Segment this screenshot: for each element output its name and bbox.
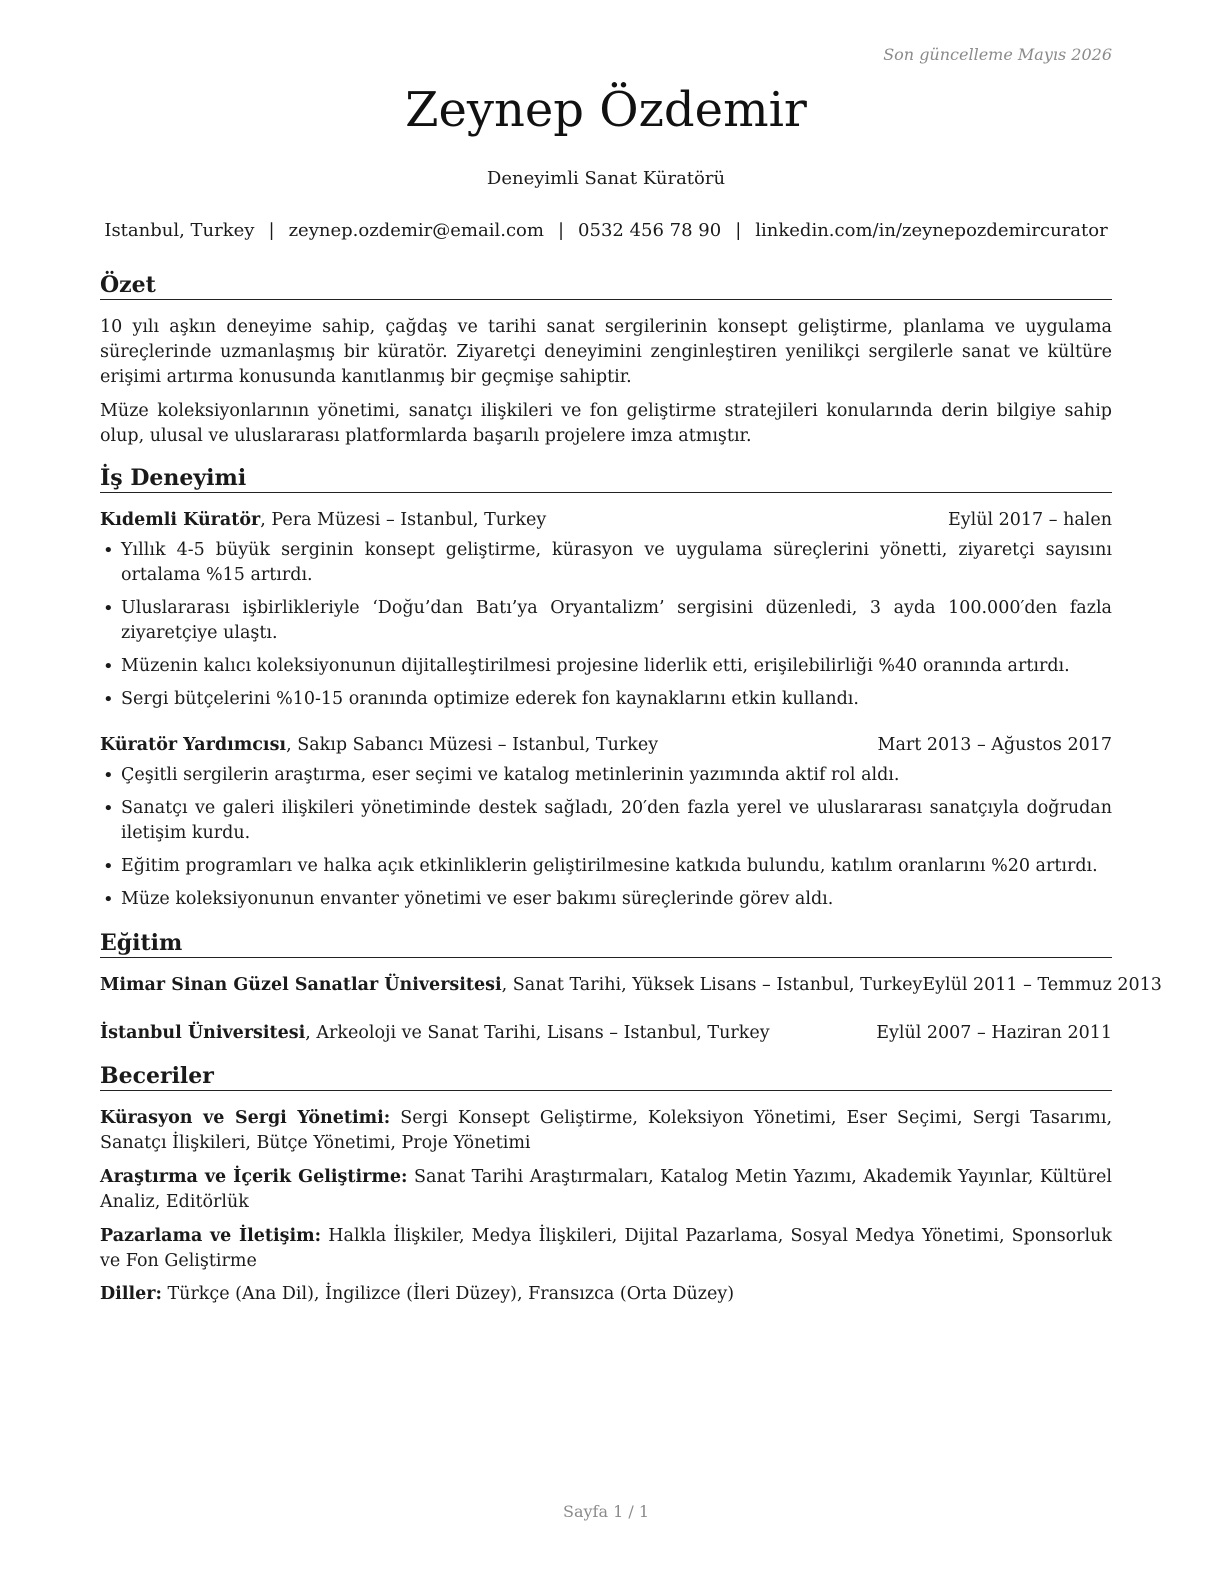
education-item [100, 973, 1162, 998]
education-school: İstanbul Üniversitesi [100, 1023, 306, 1043]
education-dates: Eylül 2011 – Temmuz 2013 [922, 975, 1162, 995]
education-school: Mimar Sinan Güzel Sanatlar Üniversitesi [100, 975, 502, 995]
job-org: , Pera Müzesi – Istanbul, Turkey [260, 510, 547, 530]
job-role-org [100, 508, 546, 533]
person-name: Zeynep Özdemir [405, 82, 807, 138]
job-dates: Mart 2013 – Ağustos 2017 [877, 735, 1112, 755]
job-bullet: • Müze koleksiyonunun envanter yönetimi ve eser bakımı süreçlerinde görev aldı. [100, 887, 1112, 912]
job-bullet: • Müzenin kalıcı koleksiyonunun dijitalleştirilmesi projesine liderlik etti, erişilebilirliği %40 oranında artırdı. [100, 654, 1112, 679]
job-bullets [100, 763, 1112, 920]
education-detail: , Arkeoloji ve Sanat Tarihi, Lisans – Istanbul, Turkey [305, 1023, 770, 1043]
section-heading-experience: İş Deneyimi [100, 465, 1112, 493]
contact-separator: | [557, 220, 565, 241]
skill-text: Sergi Konsept Geliştirme, Koleksiyon Yönetimi, Eser Seçimi, Sergi Tasarımı, Sanatçı İlişkileri, Bütçe Yönetimi, Proje Yönetimi [100, 1108, 1113, 1153]
skill-line [100, 1106, 1112, 1156]
summary-paragraph: 10 yılı aşkın deneyime sahip, çağdaş ve tarihi sanat sergilerinin konsept geliştirme, planlama ve uygulama süreçlerinde uzmanlaşmış bir küratör. Ziyaretçi deneyimini zenginleştiren yenilikçi sergilerle sanat ve kültüre erişimi artırma konusunda kanıtlanmış bir geçmişe sahiptir. [100, 317, 1112, 387]
job-role: Küratör Yardımcısı [100, 735, 287, 755]
contact-phone[interactable]: 0532 456 78 90 [578, 220, 722, 241]
job-bullet: • Eğitim programları ve halka açık etkinliklerin geliştirilmesine katkıda bulundu, katılım oranlarını %20 artırdı. [100, 854, 1112, 879]
job-org: , Sakıp Sabancı Müzesi – Istanbul, Turkey [286, 735, 659, 755]
contact-separator: | [735, 220, 742, 241]
job-bullet: • Yıllık 4-5 büyük serginin konsept geliştirme, kürasyon ve uygulama süreçlerini yönetti, ziyaretçi sayısını ortalama %15 artırdı. [100, 538, 1112, 588]
last-updated: Son güncelleme Mayıs 2026 [883, 45, 1112, 64]
skill-label: Pazarlama ve İletişim: [100, 1226, 322, 1246]
job-dates: Eylül 2017 – halen [947, 510, 1112, 530]
job-bullet: • Çeşitli sergilerin araştırma, eser seçimi ve katalog metinlerinin yazımında aktif rol aldı. [100, 763, 1112, 788]
contact-separator: | [268, 220, 275, 241]
contact-email[interactable]: zeynep.ozdemir@email.com [288, 220, 544, 241]
skill-line [100, 1165, 1112, 1215]
contact-linkedin[interactable]: linkedin.com/in/zeynepozdemircurator [755, 220, 1108, 241]
section-heading-skills: Beceriler [100, 1063, 1112, 1091]
education-item [100, 1021, 1112, 1046]
skill-label: Araştırma ve İçerik Geliştirme: [100, 1167, 408, 1187]
skill-label: Kürasyon ve Sergi Yönetimi: [100, 1108, 391, 1128]
job-header [100, 508, 1112, 533]
skill-label: Diller: [100, 1284, 162, 1304]
job-header [100, 733, 1112, 758]
skill-line [100, 1282, 1112, 1307]
job-title: Deneyimli Sanat Küratörü [486, 168, 726, 189]
job-role-org [100, 733, 658, 758]
page-number: Sayfa 1 / 1 [562, 1502, 649, 1521]
job-role: Kıdemli Küratör [100, 510, 261, 530]
skill-line [100, 1224, 1112, 1274]
section-heading-summary: Özet [100, 272, 1112, 300]
job-bullet: • Uluslararası işbirlikleriyle ‘Doğu’dan Batı’ya Oryantalizm’ sergisini düzenledi, 3 ayda 100.000′den fazla ziyaretçiye ulaştı. [100, 596, 1112, 646]
skill-text: Türkçe (Ana Dil), İngilizce (İleri Düzey), Fransızca (Orta Düzey) [161, 1284, 735, 1304]
education-school-detail [100, 1021, 770, 1046]
skill-text: Sanat Tarihi Araştırmaları, Katalog Metin Yazımı, Akademik Yayınlar, Kültürel Analiz, Editörlük [100, 1167, 1112, 1212]
contact-line [90, 220, 1122, 241]
job-bullet: • Sanatçı ve galeri ilişkileri yönetiminde destek sağladı, 20′den fazla yerel ve uluslararası sanatçıyla doğrudan iletişim kurdu. [100, 796, 1112, 846]
section-heading-education: Eğitim [100, 930, 1112, 958]
job-bullet: • Sergi bütçelerini %10-15 oranında optimize ederek fon kaynaklarını etkin kullandı. [100, 687, 1112, 712]
education-detail: , Sanat Tarihi, Yüksek Lisans – Istanbul, Turkey [501, 975, 923, 995]
education-school-detail [100, 973, 922, 998]
contact-location: Istanbul, Turkey [104, 220, 255, 241]
education-dates: Eylül 2007 – Haziran 2011 [876, 1023, 1112, 1043]
summary-paragraph: Müze koleksiyonlarının yönetimi, sanatçı ilişkileri ve fon geliştirme stratejileri konularında derin bilgiye sahip olup, ulusal ve uluslararası platformlarda başarılı projelere imza atmıştır. [100, 401, 1112, 446]
skill-text: Halkla İlişkiler, Medya İlişkileri, Dijital Pazarlama, Sosyal Medya Yönetimi, Sponsorluk ve Fon Geliştirme [100, 1226, 1112, 1271]
job-bullets [100, 538, 1112, 720]
